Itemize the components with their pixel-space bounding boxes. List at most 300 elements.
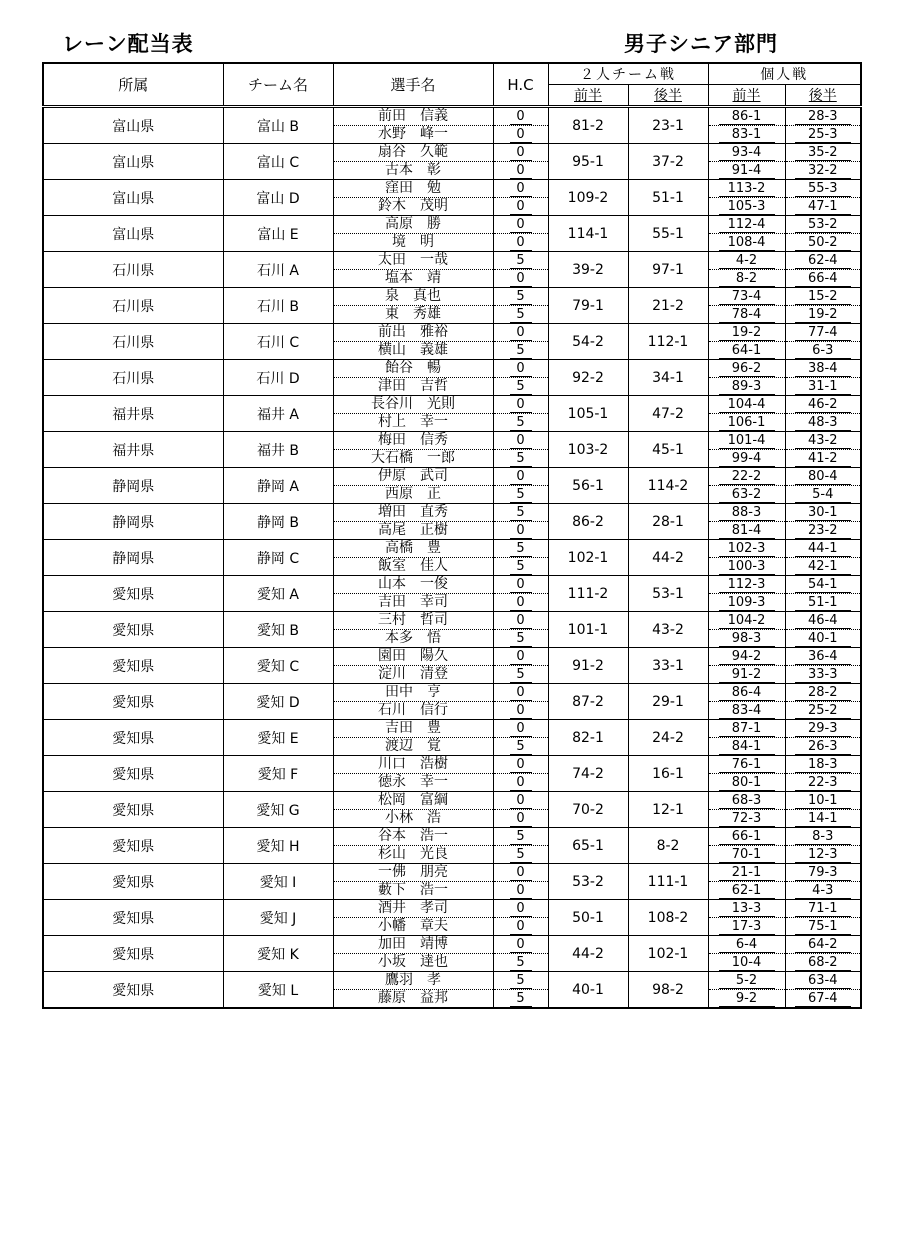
individual-second-half-lane-value: 12-3 xyxy=(795,848,851,863)
player-name-cell: 園田 陽久 xyxy=(333,648,493,666)
prefecture-cell: 愛知県 xyxy=(43,720,223,756)
team-name-cell: 石川 C xyxy=(223,324,333,360)
pair-second-half-lane: 23-1 xyxy=(628,107,708,144)
player-name-cell: 吉田 豊 xyxy=(333,720,493,738)
handicap-cell xyxy=(493,756,548,774)
pair-first-half-lane: 82-1 xyxy=(548,720,628,756)
handicap-cell xyxy=(493,810,548,828)
individual-second-half-lane-value: 31-1 xyxy=(795,380,851,395)
prefecture-cell: 富山県 xyxy=(43,144,223,180)
handicap-cell-value: 5 xyxy=(510,830,532,845)
player-name-cell: 酒井 孝司 xyxy=(333,900,493,918)
individual-second-half-lane-value: 25-2 xyxy=(795,704,851,719)
prefecture-cell: 愛知県 xyxy=(43,756,223,792)
individual-second-half-lane-value: 29-3 xyxy=(795,722,851,737)
individual-second-half-lane xyxy=(785,288,861,306)
player-name-cell: 小林 浩 xyxy=(333,810,493,828)
handicap-cell-value: 5 xyxy=(510,488,532,503)
individual-second-half-lane-value: 66-4 xyxy=(795,272,851,287)
pair-first-half-lane: 79-1 xyxy=(548,288,628,324)
handicap-cell-value: 0 xyxy=(510,650,532,665)
individual-first-half-lane-value: 88-3 xyxy=(719,506,775,521)
player-name-cell: 渡辺 覚 xyxy=(333,738,493,756)
individual-first-half-lane-value: 101-4 xyxy=(719,434,775,449)
handicap-cell xyxy=(493,486,548,504)
individual-first-half-lane xyxy=(708,324,785,342)
individual-first-half-lane xyxy=(708,864,785,882)
handicap-cell xyxy=(493,324,548,342)
team-name-cell: 石川 D xyxy=(223,360,333,396)
individual-first-half-lane-value: 86-4 xyxy=(719,686,775,701)
handicap-cell-value: 0 xyxy=(510,110,532,125)
player-row xyxy=(43,972,861,990)
individual-first-half-lane xyxy=(708,954,785,972)
handicap-cell-value: 0 xyxy=(510,434,532,449)
individual-second-half-lane xyxy=(785,144,861,162)
individual-second-half-lane-value: 44-1 xyxy=(795,542,851,557)
individual-second-half-lane xyxy=(785,810,861,828)
individual-first-half-lane xyxy=(708,306,785,324)
pair-second-half-lane: 12-1 xyxy=(628,792,708,828)
handicap-cell xyxy=(493,630,548,648)
team-name-cell: 福井 A xyxy=(223,396,333,432)
player-name-cell: 小幡 章夫 xyxy=(333,918,493,936)
handicap-cell xyxy=(493,612,548,630)
individual-first-half-lane xyxy=(708,162,785,180)
handicap-cell xyxy=(493,936,548,954)
table-body xyxy=(43,107,861,1009)
individual-second-half-lane xyxy=(785,792,861,810)
individual-first-half-lane xyxy=(708,252,785,270)
player-row xyxy=(43,180,861,198)
player-name-cell: 高尾 正樹 xyxy=(333,522,493,540)
prefecture-cell: 富山県 xyxy=(43,107,223,144)
team-name-cell: 愛知 C xyxy=(223,648,333,684)
individual-first-half-lane-value: 104-4 xyxy=(719,398,775,413)
handicap-cell-value: 5 xyxy=(510,416,532,431)
player-row xyxy=(43,360,861,378)
pair-second-half-lane: 98-2 xyxy=(628,972,708,1009)
player-name-cell: 津田 吉哲 xyxy=(333,378,493,396)
handicap-cell-value: 0 xyxy=(510,686,532,701)
individual-second-half-lane-value: 46-2 xyxy=(795,398,851,413)
individual-first-half-lane xyxy=(708,432,785,450)
handicap-cell xyxy=(493,576,548,594)
pair-first-half-lane: 70-2 xyxy=(548,792,628,828)
player-name-cell: 藪下 浩一 xyxy=(333,882,493,900)
prefecture-cell: 静岡県 xyxy=(43,504,223,540)
individual-first-half-lane xyxy=(708,198,785,216)
individual-second-half-lane xyxy=(785,918,861,936)
individual-second-half-lane-value: 25-3 xyxy=(795,128,851,143)
individual-first-half-lane-value: 108-4 xyxy=(719,236,775,251)
individual-first-half-lane xyxy=(708,107,785,126)
individual-first-half-lane xyxy=(708,468,785,486)
pair-first-half-lane: 111-2 xyxy=(548,576,628,612)
individual-first-half-lane xyxy=(708,126,785,144)
player-name-cell: 高橋 豊 xyxy=(333,540,493,558)
pair-second-half-lane: 28-1 xyxy=(628,504,708,540)
pair-second-half-lane: 34-1 xyxy=(628,360,708,396)
individual-second-half-lane xyxy=(785,107,861,126)
handicap-cell xyxy=(493,648,548,666)
individual-second-half-lane xyxy=(785,306,861,324)
player-row xyxy=(43,900,861,918)
player-name-cell: 淀川 清登 xyxy=(333,666,493,684)
individual-second-half-lane-value: 77-4 xyxy=(795,326,851,341)
pair-second-half-lane: 24-2 xyxy=(628,720,708,756)
individual-second-half-lane-value: 14-1 xyxy=(795,812,851,827)
individual-second-half-lane xyxy=(785,396,861,414)
pair-second-half-lane: 97-1 xyxy=(628,252,708,288)
pair-second-half-lane: 112-1 xyxy=(628,324,708,360)
individual-second-half-lane xyxy=(785,774,861,792)
prefecture-cell: 愛知県 xyxy=(43,792,223,828)
pair-second-half-lane: 47-2 xyxy=(628,396,708,432)
individual-second-half-lane xyxy=(785,324,861,342)
team-name-cell: 愛知 B xyxy=(223,612,333,648)
pair-first-half-lane: 65-1 xyxy=(548,828,628,864)
individual-first-half-lane-value: 80-1 xyxy=(719,776,775,791)
player-name-cell: 横山 義雄 xyxy=(333,342,493,360)
individual-second-half-lane-value: 36-4 xyxy=(795,650,851,665)
individual-first-half-lane-value: 86-1 xyxy=(719,110,775,125)
handicap-cell-value: 0 xyxy=(510,866,532,881)
pair-first-half-lane: 53-2 xyxy=(548,864,628,900)
handicap-cell-value: 0 xyxy=(510,164,532,179)
handicap-cell-value: 5 xyxy=(510,632,532,647)
individual-first-half-lane xyxy=(708,882,785,900)
individual-first-half-lane-value: 84-1 xyxy=(719,740,775,755)
team-name-cell: 愛知 F xyxy=(223,756,333,792)
handicap-cell xyxy=(493,594,548,612)
handicap-cell-value: 5 xyxy=(510,668,532,683)
pair-first-half-lane: 95-1 xyxy=(548,144,628,180)
pair-second-half-lane: 111-1 xyxy=(628,864,708,900)
handicap-cell-value: 0 xyxy=(510,128,532,143)
individual-first-half-lane xyxy=(708,216,785,234)
player-row xyxy=(43,216,861,234)
team-name-cell: 愛知 H xyxy=(223,828,333,864)
handicap-cell xyxy=(493,216,548,234)
individual-second-half-lane xyxy=(785,648,861,666)
player-name-cell: 徳永 幸一 xyxy=(333,774,493,792)
individual-second-half-lane-value: 68-2 xyxy=(795,956,851,971)
individual-second-half-lane xyxy=(785,540,861,558)
player-row xyxy=(43,107,861,126)
individual-second-half-lane-value: 55-3 xyxy=(795,182,851,197)
prefecture-cell: 愛知県 xyxy=(43,936,223,972)
individual-second-half-lane-value: 54-1 xyxy=(795,578,851,593)
team-name-cell: 福井 B xyxy=(223,432,333,468)
individual-first-half-lane xyxy=(708,738,785,756)
pair-first-half-lane: 101-1 xyxy=(548,612,628,648)
prefecture-cell: 愛知県 xyxy=(43,576,223,612)
handicap-cell xyxy=(493,252,548,270)
team-name-cell: 静岡 B xyxy=(223,504,333,540)
prefecture-cell: 愛知県 xyxy=(43,828,223,864)
player-name-cell: 川口 浩樹 xyxy=(333,756,493,774)
handicap-cell xyxy=(493,702,548,720)
individual-first-half-lane-value: 94-2 xyxy=(719,650,775,665)
team-name-cell: 静岡 A xyxy=(223,468,333,504)
individual-first-half-lane-value: 78-4 xyxy=(719,308,775,323)
pair-first-half-lane: 74-2 xyxy=(548,756,628,792)
handicap-cell-value: 0 xyxy=(510,596,532,611)
player-name-cell: 泉 真也 xyxy=(333,288,493,306)
player-row xyxy=(43,576,861,594)
player-row xyxy=(43,324,861,342)
handicap-cell-value: 0 xyxy=(510,236,532,251)
individual-second-half-lane-value: 18-3 xyxy=(795,758,851,773)
individual-first-half-lane-value: 112-4 xyxy=(719,218,775,233)
handicap-cell xyxy=(493,684,548,702)
individual-first-half-lane-value: 13-3 xyxy=(719,902,775,917)
individual-first-half-lane-value: 96-2 xyxy=(719,362,775,377)
handicap-cell-value: 0 xyxy=(510,218,532,233)
prefecture-cell: 福井県 xyxy=(43,396,223,432)
individual-second-half-lane-value: 79-3 xyxy=(795,866,851,881)
individual-second-half-lane-value: 19-2 xyxy=(795,308,851,323)
team-name-cell: 愛知 K xyxy=(223,936,333,972)
individual-first-half-lane xyxy=(708,576,785,594)
player-name-cell: 伊原 武司 xyxy=(333,468,493,486)
pair-second-half-lane: 114-2 xyxy=(628,468,708,504)
player-row xyxy=(43,540,861,558)
individual-second-half-lane xyxy=(785,522,861,540)
individual-first-half-lane-value: 102-3 xyxy=(719,542,775,557)
individual-first-half-lane-value: 83-4 xyxy=(719,704,775,719)
individual-second-half-lane-value: 41-2 xyxy=(795,452,851,467)
individual-second-half-lane xyxy=(785,990,861,1009)
individual-first-half-lane xyxy=(708,180,785,198)
player-name-cell: 窪田 勉 xyxy=(333,180,493,198)
individual-first-half-lane xyxy=(708,360,785,378)
player-row xyxy=(43,828,861,846)
player-row xyxy=(43,396,861,414)
pair-second-half-lane: 44-2 xyxy=(628,540,708,576)
individual-second-half-lane xyxy=(785,450,861,468)
individual-second-half-lane xyxy=(785,162,861,180)
individual-second-half-lane xyxy=(785,216,861,234)
player-row xyxy=(43,432,861,450)
handicap-cell xyxy=(493,738,548,756)
prefecture-cell: 愛知県 xyxy=(43,684,223,720)
individual-first-half-lane xyxy=(708,774,785,792)
player-name-cell: 前出 雅裕 xyxy=(333,324,493,342)
pair-first-half-lane: 102-1 xyxy=(548,540,628,576)
individual-first-half-lane xyxy=(708,936,785,954)
handicap-cell xyxy=(493,522,548,540)
handicap-cell-value: 0 xyxy=(510,758,532,773)
handicap-cell-value: 5 xyxy=(510,560,532,575)
individual-second-half-lane xyxy=(785,864,861,882)
individual-second-half-lane-value: 6-3 xyxy=(795,344,851,359)
individual-first-half-lane-value: 63-2 xyxy=(719,488,775,503)
individual-first-half-lane-value: 21-1 xyxy=(719,866,775,881)
player-name-cell: 塩本 靖 xyxy=(333,270,493,288)
individual-first-half-lane-value: 83-1 xyxy=(719,128,775,143)
individual-second-half-lane-value: 64-2 xyxy=(795,938,851,953)
prefecture-cell: 静岡県 xyxy=(43,468,223,504)
individual-first-half-lane xyxy=(708,612,785,630)
player-row xyxy=(43,936,861,954)
player-name-cell: 飯室 佳人 xyxy=(333,558,493,576)
individual-first-half-lane-value: 81-4 xyxy=(719,524,775,539)
individual-first-half-header: 前半 xyxy=(708,85,785,107)
handicap-cell-value: 0 xyxy=(510,272,532,287)
handicap-cell xyxy=(493,504,548,522)
team-name-cell: 石川 A xyxy=(223,252,333,288)
pair-first-half-lane: 114-1 xyxy=(548,216,628,252)
handicap-cell xyxy=(493,126,548,144)
handicap-cell xyxy=(493,792,548,810)
handicap-cell-value: 0 xyxy=(510,920,532,935)
individual-second-half-lane-value: 26-3 xyxy=(795,740,851,755)
individual-second-half-lane-value: 80-4 xyxy=(795,470,851,485)
team-name-cell: 石川 B xyxy=(223,288,333,324)
individual-first-half-lane xyxy=(708,918,785,936)
individual-first-half-lane xyxy=(708,666,785,684)
individual-second-half-lane-value: 4-3 xyxy=(795,884,851,899)
handicap-cell xyxy=(493,306,548,324)
individual-first-half-lane xyxy=(708,450,785,468)
player-row xyxy=(43,864,861,882)
individual-second-half-lane xyxy=(785,738,861,756)
handicap-cell xyxy=(493,990,548,1009)
player-name-cell: 三村 哲司 xyxy=(333,612,493,630)
pair-second-half-lane: 45-1 xyxy=(628,432,708,468)
team-name-cell: 愛知 J xyxy=(223,900,333,936)
pair-second-half-lane: 21-2 xyxy=(628,288,708,324)
individual-second-half-lane xyxy=(785,972,861,990)
individual-first-half-lane xyxy=(708,630,785,648)
individual-second-half-lane-value: 38-4 xyxy=(795,362,851,377)
pair-first-half-lane: 92-2 xyxy=(548,360,628,396)
prefecture-cell: 愛知県 xyxy=(43,972,223,1009)
individual-first-half-lane-value: 100-3 xyxy=(719,560,775,575)
hc-header: H.C xyxy=(493,63,548,107)
handicap-cell-value: 0 xyxy=(510,794,532,809)
individual-second-half-lane xyxy=(785,342,861,360)
individual-second-half-lane-value: 71-1 xyxy=(795,902,851,917)
handicap-cell xyxy=(493,918,548,936)
pair-second-half-lane: 53-1 xyxy=(628,576,708,612)
individual-first-half-lane-value: 9-2 xyxy=(719,992,775,1007)
team-name-cell: 愛知 I xyxy=(223,864,333,900)
player-name-cell: 杉山 光良 xyxy=(333,846,493,864)
handicap-cell-value: 0 xyxy=(510,704,532,719)
individual-first-half-lane xyxy=(708,504,785,522)
pair-first-half-lane: 56-1 xyxy=(548,468,628,504)
handicap-cell-value: 5 xyxy=(510,740,532,755)
individual-second-half-lane-value: 42-1 xyxy=(795,560,851,575)
handicap-cell xyxy=(493,180,548,198)
player-row xyxy=(43,252,861,270)
prefecture-cell: 石川県 xyxy=(43,324,223,360)
handicap-cell xyxy=(493,540,548,558)
team-name-cell: 愛知 G xyxy=(223,792,333,828)
table-header xyxy=(43,63,861,107)
handicap-cell xyxy=(493,198,548,216)
handicap-cell-value: 0 xyxy=(510,146,532,161)
team-name-cell: 愛知 L xyxy=(223,972,333,1009)
pair-first-half-lane: 40-1 xyxy=(548,972,628,1009)
pair-second-half-lane: 16-1 xyxy=(628,756,708,792)
handicap-cell-value: 5 xyxy=(510,974,532,989)
handicap-cell xyxy=(493,900,548,918)
individual-first-half-lane xyxy=(708,144,785,162)
team-name-cell: 愛知 E xyxy=(223,720,333,756)
individual-second-half-lane-value: 51-1 xyxy=(795,596,851,611)
pair-second-half-lane: 43-2 xyxy=(628,612,708,648)
handicap-cell xyxy=(493,720,548,738)
individual-first-half-lane xyxy=(708,522,785,540)
individual-first-half-lane xyxy=(708,846,785,864)
player-row xyxy=(43,720,861,738)
handicap-cell-value: 5 xyxy=(510,344,532,359)
handicap-cell-value: 5 xyxy=(510,848,532,863)
individual-second-half-lane xyxy=(785,252,861,270)
individual-second-half-lane-value: 30-1 xyxy=(795,506,851,521)
individual-second-half-lane xyxy=(785,432,861,450)
individual-first-half-lane-value: 91-2 xyxy=(719,668,775,683)
individual-first-half-lane-value: 89-3 xyxy=(719,380,775,395)
individual-first-half-lane-value: 105-3 xyxy=(719,200,775,215)
individual-first-half-lane xyxy=(708,828,785,846)
pair-second-half-lane: 37-2 xyxy=(628,144,708,180)
individual-second-half-lane xyxy=(785,666,861,684)
handicap-cell xyxy=(493,414,548,432)
individual-second-half-lane xyxy=(785,468,861,486)
individual-second-half-lane-value: 8-3 xyxy=(795,830,851,845)
pair-second-half-lane: 8-2 xyxy=(628,828,708,864)
handicap-cell-value: 0 xyxy=(510,524,532,539)
player-name-cell: 鷹羽 孝 xyxy=(333,972,493,990)
handicap-cell-value: 0 xyxy=(510,884,532,899)
handicap-cell xyxy=(493,828,548,846)
pair-match-header: ２人チーム戦 xyxy=(548,63,708,85)
player-row xyxy=(43,504,861,522)
individual-second-half-lane xyxy=(785,270,861,288)
individual-first-half-lane xyxy=(708,594,785,612)
handicap-cell-value: 0 xyxy=(510,398,532,413)
pair-first-half-lane: 109-2 xyxy=(548,180,628,216)
individual-second-half-lane xyxy=(785,126,861,144)
player-name-cell: 小坂 達也 xyxy=(333,954,493,972)
handicap-cell-value: 0 xyxy=(510,776,532,791)
individual-first-half-lane xyxy=(708,990,785,1009)
individual-second-half-lane xyxy=(785,612,861,630)
individual-first-half-lane-value: 68-3 xyxy=(719,794,775,809)
individual-second-half-lane-value: 5-4 xyxy=(795,488,851,503)
player-row xyxy=(43,648,861,666)
player-row xyxy=(43,144,861,162)
individual-first-half-lane-value: 17-3 xyxy=(719,920,775,935)
individual-first-half-lane xyxy=(708,720,785,738)
individual-first-half-lane-value: 6-4 xyxy=(719,938,775,953)
handicap-cell xyxy=(493,468,548,486)
individual-first-half-lane xyxy=(708,702,785,720)
team-header: チーム名 xyxy=(223,63,333,107)
player-name-cell: 松岡 富綱 xyxy=(333,792,493,810)
individual-second-half-lane-value: 22-3 xyxy=(795,776,851,791)
individual-first-half-lane-value: 113-2 xyxy=(719,182,775,197)
handicap-cell xyxy=(493,450,548,468)
player-name-cell: 太田 一哉 xyxy=(333,252,493,270)
individual-second-half-lane-value: 48-3 xyxy=(795,416,851,431)
handicap-cell-value: 0 xyxy=(510,326,532,341)
